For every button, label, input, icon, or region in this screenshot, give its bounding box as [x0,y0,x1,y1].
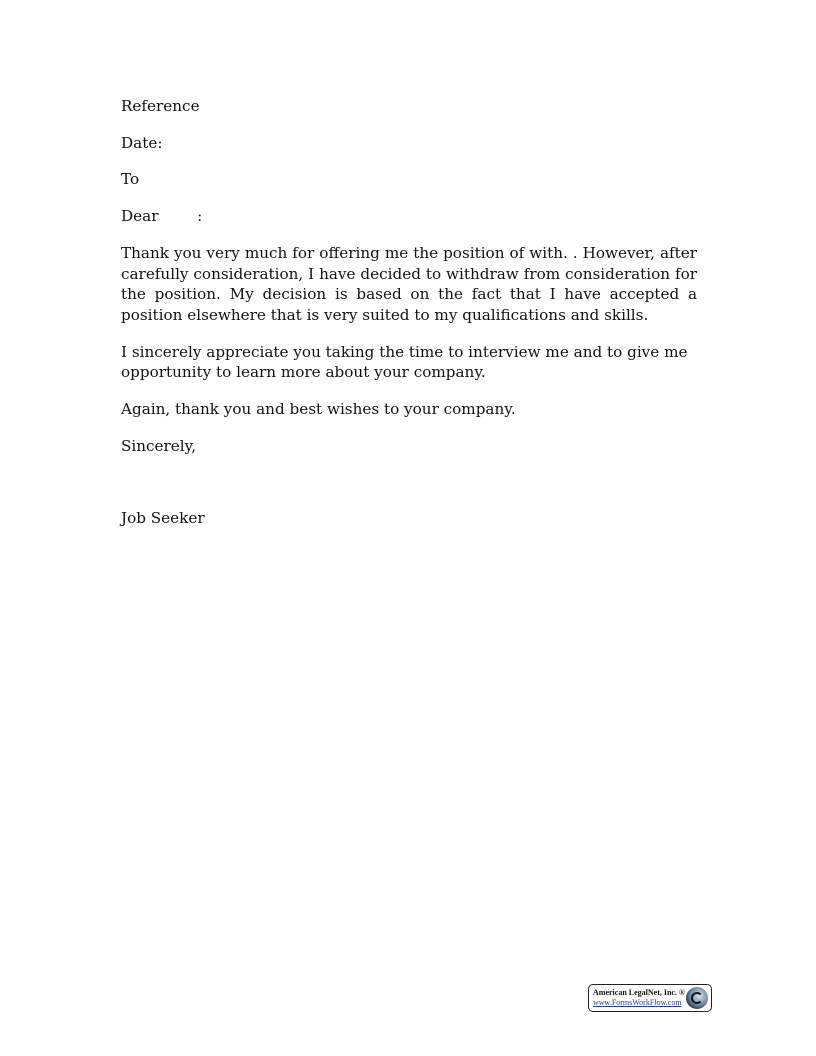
signature-name: Job Seeker [121,509,205,528]
paragraph-best-wishes: Again, thank you and best wishes to your company. [121,400,516,419]
badge-url-link[interactable]: www.FormsWorkFlow.com [593,998,682,1007]
recipient-line: To [121,170,140,189]
globe-logo-icon [686,987,708,1009]
letter-body [121,96,697,545]
paragraph-offer-withdrawal: Thank you very much for offering me the position of with. . However, after carefully consideration, I have decided to withdraw from consideration for the position. My decision is based on the fact that I have accepted a position elsewhere that is very suited to my qualifications and skills. [121,243,697,324]
american-legalnet-badge[interactable] [588,984,712,1012]
signature-space [121,472,697,508]
salutation: Dear : [121,207,203,226]
reference-line: Reference [121,97,200,115]
closing: Sincerely, [121,436,197,455]
date-line: Date: [121,133,163,152]
paragraph-appreciation: I sincerely appreciate you taking the time to interview me and to give me opportunity to learn more about your company. [121,342,688,382]
badge-company: American LegalNet, Inc. ® [593,988,685,997]
